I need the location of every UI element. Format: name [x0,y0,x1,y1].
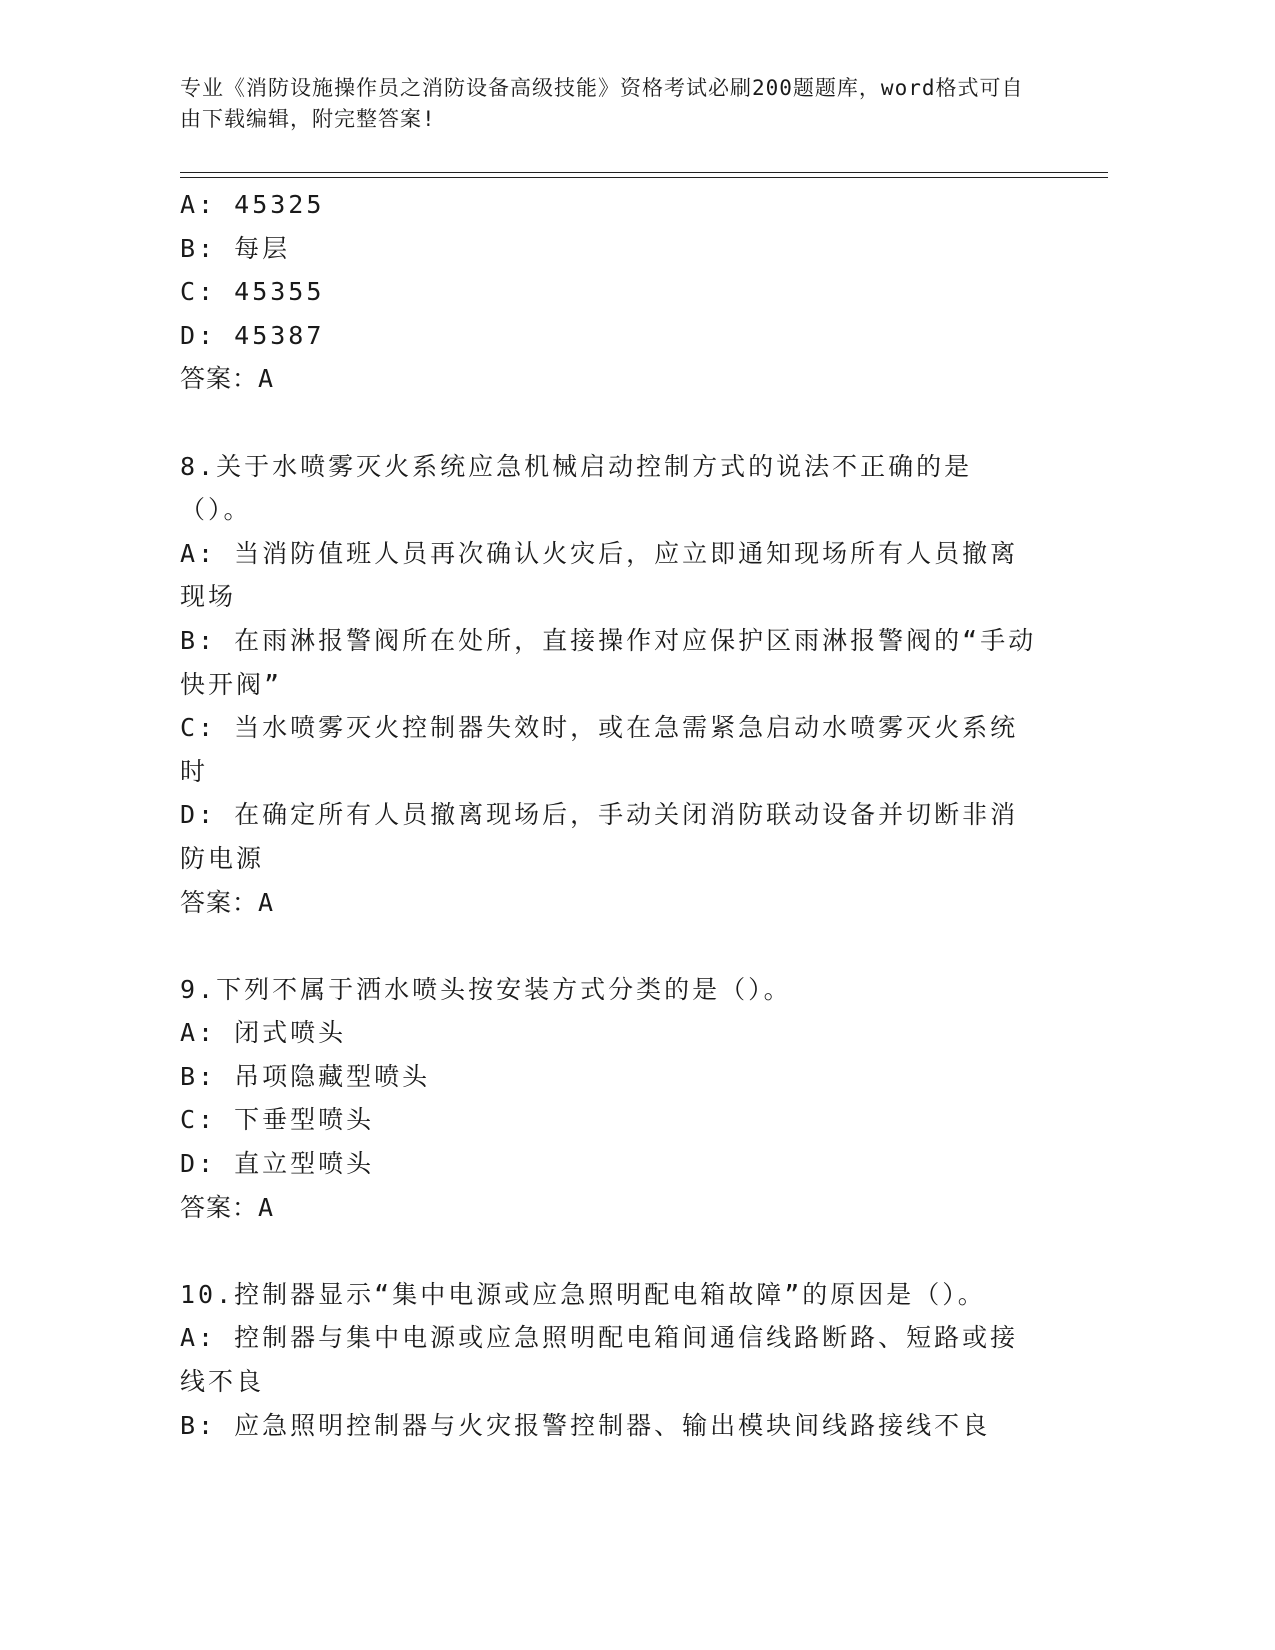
document-header [180,73,1040,135]
option-d: D: 在确定所有人员撤离现场后，手动关闭消防联动设备并切断非消防电源 [180,800,1019,873]
option-a: A: 控制器与集中电源或应急照明配电箱间通信线路断路、短路或接线不良 [180,1323,1019,1397]
question-8 [180,445,1040,925]
option-d: D: 45387 [180,320,325,350]
option-c: C: 当水喷雾灭火控制器失效时，或在急需紧急启动水喷雾灭火系统时 [180,713,1019,786]
option-c: C: 45355 [180,277,325,307]
option-b: B: 每层 [180,233,291,263]
option-a: A: 当消防值班人员再次确认火灾后，应立即通知现场所有人员撤离现场 [180,538,1019,612]
question-stem: 9.下列不属于洒水喷头按安装方式分类的是（）。 [180,974,792,1004]
question-9 [180,968,1040,1230]
option-a: A: 45325 [180,190,325,219]
answer-line: 答案：A [180,364,275,394]
answer-line: 答案：A [180,1192,275,1222]
option-b: B: 吊项隐藏型喷头 [180,1061,431,1091]
option-d: D: 直立型喷头 [180,1149,375,1179]
option-a: A: 闭式喷头 [180,1018,347,1048]
option-b: B: 在雨淋报警阀所在处所，直接操作对应保护区雨淋报警阀的“手动快开阀” [180,625,1037,699]
question-stem: 8.关于水喷雾灭火系统应急机械启动控制方式的说法不正确的是（）。 [180,451,973,525]
spacer [180,924,1040,968]
spacer [180,401,1040,445]
spacer [180,1229,1040,1273]
question-list [180,183,1040,1447]
header-divider-top [180,172,1108,173]
answer-line: 答案：A [180,887,275,917]
question-stem: 10.控制器显示“集中电源或应急照明配电箱故障”的原因是（）。 [180,1279,986,1309]
question-10 [180,1273,1040,1447]
option-c: C: 下垂型喷头 [180,1105,375,1135]
header-divider-bottom [180,177,1108,178]
question-fragment [180,183,1040,401]
option-b: B: 应急照明控制器与火灾报警控制器、输出模块间线路接线不良 [180,1410,991,1440]
header-title: 专业《消防设施操作员之消防设备高级技能》资格考试必刷200题题库，word格式可自由下载编辑，附完整答案! [180,76,1024,131]
